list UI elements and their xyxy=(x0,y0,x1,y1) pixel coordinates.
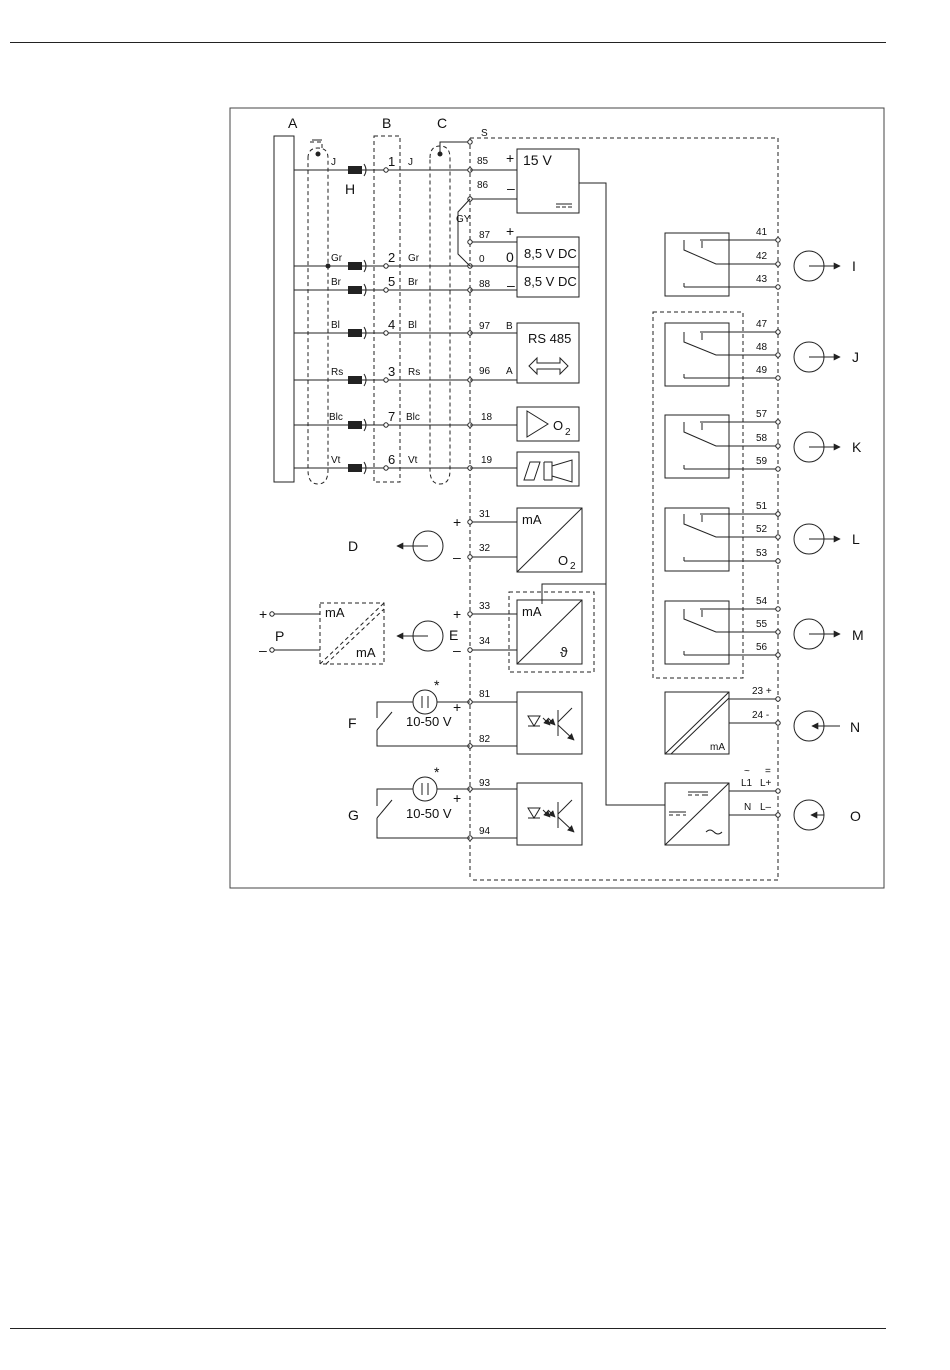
svg-text:L1: L1 xyxy=(741,778,753,789)
svg-text:88: 88 xyxy=(479,279,491,290)
svg-text:55: 55 xyxy=(756,619,768,630)
svg-text:87: 87 xyxy=(479,230,491,241)
label-I: I xyxy=(852,258,856,274)
svg-text:96: 96 xyxy=(479,366,491,377)
svg-text:Br: Br xyxy=(408,277,418,288)
svg-text:86: 86 xyxy=(477,180,489,191)
svg-text:10-50 V: 10-50 V xyxy=(406,806,452,821)
svg-text:Br: Br xyxy=(331,277,341,288)
svg-text:94: 94 xyxy=(479,826,491,837)
svg-text:81: 81 xyxy=(479,689,491,700)
label-L: L xyxy=(852,531,860,547)
svg-text:5: 5 xyxy=(388,274,396,289)
svg-text:57: 57 xyxy=(756,409,768,420)
svg-text:2: 2 xyxy=(565,427,571,438)
svg-text:Bl: Bl xyxy=(331,320,340,331)
svg-text:6: 6 xyxy=(388,452,396,467)
label-A: A xyxy=(288,115,298,131)
svg-text:51: 51 xyxy=(756,501,768,512)
svg-text:mA: mA xyxy=(522,512,542,527)
svg-text:53: 53 xyxy=(756,548,768,559)
label-C: C xyxy=(437,115,448,131)
svg-text:mA: mA xyxy=(710,742,725,753)
svg-text:J: J xyxy=(331,157,336,168)
svg-text:Rs: Rs xyxy=(408,367,421,378)
label-N: N xyxy=(850,719,861,735)
svg-text:0: 0 xyxy=(506,249,514,265)
svg-text:Bl: Bl xyxy=(408,320,417,331)
svg-text:58: 58 xyxy=(756,433,768,444)
svg-text:19: 19 xyxy=(481,455,493,466)
svg-text:2: 2 xyxy=(388,250,396,265)
svg-text:GY: GY xyxy=(456,214,471,225)
svg-text:J: J xyxy=(408,157,413,168)
svg-text:97: 97 xyxy=(479,321,491,332)
label-H: H xyxy=(345,181,356,197)
svg-text:23 +: 23 + xyxy=(752,686,772,697)
device-enclosure xyxy=(470,138,778,880)
svg-text:85: 85 xyxy=(477,156,489,167)
svg-text:+: + xyxy=(453,606,462,622)
optocoupler-F-block xyxy=(517,692,582,754)
svg-text:+: + xyxy=(453,699,462,715)
svg-text:+: + xyxy=(453,514,462,530)
svg-text:Vt: Vt xyxy=(331,455,341,466)
svg-text:52: 52 xyxy=(756,524,768,535)
optocoupler-G-block xyxy=(517,783,582,845)
label-O: O xyxy=(850,808,861,824)
svg-text:48: 48 xyxy=(756,342,768,353)
svg-text:L–: L– xyxy=(760,802,772,813)
relay-L-block xyxy=(665,508,729,571)
label-G: G xyxy=(348,807,359,823)
svg-text:8,5 V DC: 8,5 V DC xyxy=(524,274,577,289)
svg-text:mA: mA xyxy=(356,645,376,660)
svg-text:41: 41 xyxy=(756,227,768,238)
svg-text:mA: mA xyxy=(325,605,345,620)
svg-text:10-50 V: 10-50 V xyxy=(406,714,452,729)
svg-text:43: 43 xyxy=(756,274,768,285)
svg-text:Blc: Blc xyxy=(406,412,420,423)
svg-text:*: * xyxy=(434,677,440,693)
svg-text:Rs: Rs xyxy=(331,367,344,378)
label-F: F xyxy=(348,715,357,731)
svg-text:Gr: Gr xyxy=(408,253,420,264)
svg-text:2: 2 xyxy=(570,561,576,572)
svg-text:4: 4 xyxy=(388,317,396,332)
svg-text:7: 7 xyxy=(388,409,396,424)
svg-text:49: 49 xyxy=(756,365,768,376)
wire-rows xyxy=(294,154,472,474)
svg-text:O: O xyxy=(558,553,569,568)
svg-text:Vt: Vt xyxy=(408,455,418,466)
label-K: K xyxy=(852,439,862,455)
svg-text:+: + xyxy=(506,223,515,239)
svg-text:15 V: 15 V xyxy=(523,152,552,168)
svg-text:47: 47 xyxy=(756,319,768,330)
svg-text:31: 31 xyxy=(479,509,491,520)
source-G-circle xyxy=(413,777,437,801)
svg-text:A: A xyxy=(506,366,513,377)
source-F-circle xyxy=(413,690,437,714)
sensor-block xyxy=(274,136,294,482)
label-M: M xyxy=(852,627,864,643)
svg-text:8,5 V DC: 8,5 V DC xyxy=(524,246,577,261)
svg-text:54: 54 xyxy=(756,596,768,607)
svg-text:+: + xyxy=(453,790,462,806)
label-P: P xyxy=(275,628,285,644)
svg-text:–: – xyxy=(453,549,461,565)
svg-text:L+: L+ xyxy=(760,778,772,789)
label-J: J xyxy=(852,349,859,365)
svg-text:42: 42 xyxy=(756,251,768,262)
junction-box xyxy=(374,136,400,482)
svg-text:0: 0 xyxy=(479,254,485,265)
svg-text:3: 3 xyxy=(388,364,396,379)
label-E: E xyxy=(449,627,459,643)
label-D: D xyxy=(348,538,359,554)
svg-text:B: B xyxy=(506,321,513,332)
svg-text:=: = xyxy=(765,766,771,777)
svg-text:24 -: 24 - xyxy=(752,710,770,721)
svg-text:N: N xyxy=(744,802,752,813)
svg-text:1: 1 xyxy=(388,154,396,169)
svg-text:+: + xyxy=(506,150,515,166)
svg-text:32: 32 xyxy=(479,543,491,554)
svg-text:RS 485: RS 485 xyxy=(528,331,572,346)
svg-text:–: – xyxy=(259,642,267,658)
svg-text:O: O xyxy=(553,418,564,433)
label-B: B xyxy=(382,115,392,131)
svg-text:18: 18 xyxy=(481,412,493,423)
svg-text:–: – xyxy=(507,277,515,293)
svg-text:Blc: Blc xyxy=(329,412,343,423)
svg-text:34: 34 xyxy=(479,636,491,647)
svg-text:59: 59 xyxy=(756,456,768,467)
svg-text:56: 56 xyxy=(756,642,768,653)
svg-text:82: 82 xyxy=(479,734,491,745)
svg-text:Gr: Gr xyxy=(331,253,343,264)
label-S: S xyxy=(481,128,488,139)
svg-text:mA: mA xyxy=(522,604,542,619)
svg-text:33: 33 xyxy=(479,601,491,612)
svg-text:~: ~ xyxy=(744,766,750,777)
svg-text:+: + xyxy=(259,606,268,622)
svg-text:–: – xyxy=(453,642,461,658)
svg-text:–: – xyxy=(507,180,515,196)
svg-text:*: * xyxy=(434,764,440,780)
svg-text:93: 93 xyxy=(479,778,491,789)
svg-text:ϑ: ϑ xyxy=(560,644,568,660)
